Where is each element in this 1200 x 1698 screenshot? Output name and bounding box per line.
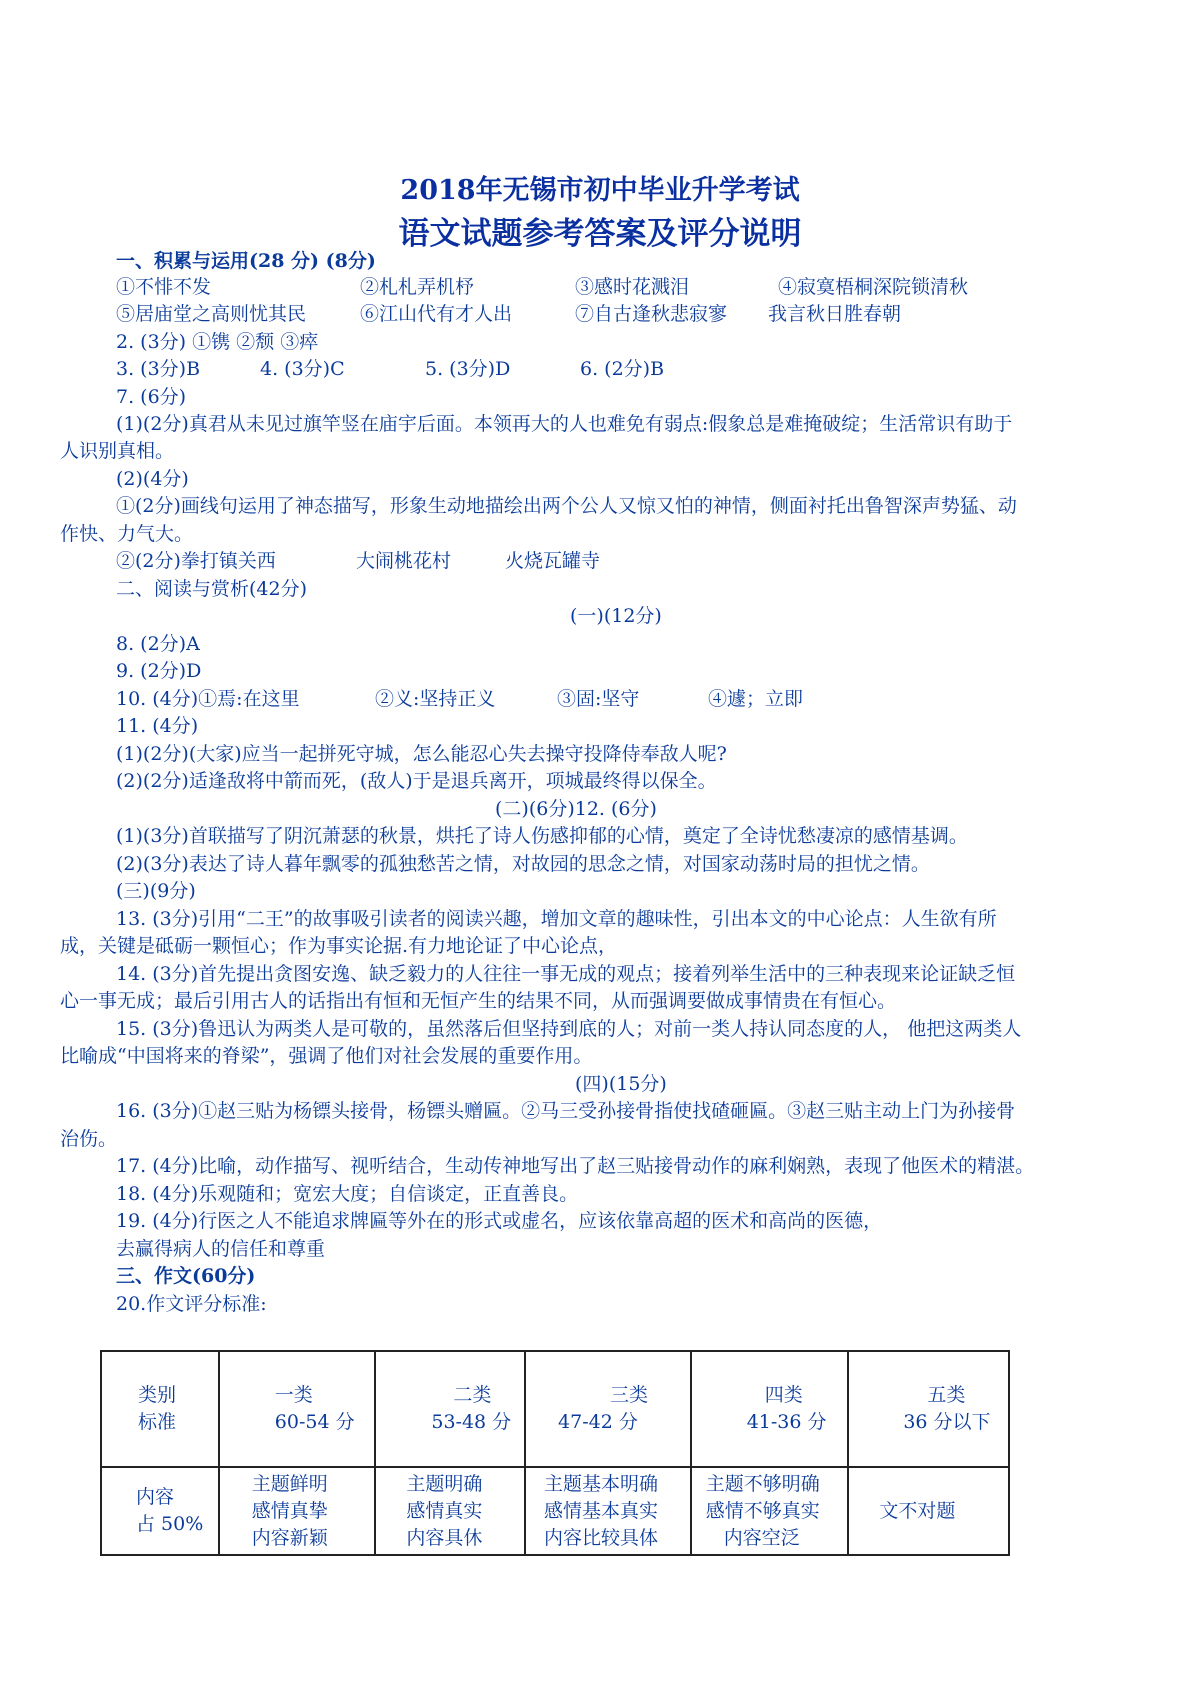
answer-line: 15. (3分)鲁迅认为两类人是可敬的，虽然落后但坚持到底的人；对前一类人持认同态度的人， 他把这两类人 — [116, 1018, 1022, 1040]
exam-title: 2018年无锡市初中毕业升学考试 — [400, 175, 800, 206]
table-cell: 主题不够明确 感情不够真实 内容空泛 — [691, 1467, 849, 1555]
answer-line: 3. (3分)B — [116, 358, 201, 380]
answer-line: 我言秋日胜春朝 — [768, 303, 902, 325]
grading-table — [100, 1350, 1010, 1556]
answer-line: 2. (3分) ①镌 ②颓 ③瘁 — [116, 331, 319, 353]
answer-line: 18. (4分)乐观随和；宽宏大度；自信谈定，正直善良。 — [116, 1183, 579, 1205]
answer-line: 9. (2分)D — [116, 660, 202, 682]
answer-line: ④遽；立即 — [708, 688, 804, 710]
answer-line: 6. (2分)B — [580, 358, 665, 380]
subsection-heading: (四)(15分) — [575, 1073, 667, 1095]
table-cell: 主题基本明确 感情基本真实 内容比较具体 — [525, 1467, 691, 1555]
table-cell: 主题鲜明 感情真挚 内容新颖 — [219, 1467, 376, 1555]
answer-line: (1)(3分)首联描写了阴沉萧瑟的秋景，烘托了诗人伤感抑郁的心情，奠定了全诗忧愁凄凉的感情基调。 — [116, 825, 968, 847]
answer-line: ⑤居庙堂之高则忧其民 — [116, 303, 307, 325]
section-heading-2: 二、阅读与赏析(42分) — [116, 578, 308, 600]
table-row — [101, 1467, 1009, 1555]
answer-line: 20.作文评分标准: — [116, 1293, 267, 1315]
answer-line: (2)(4分) — [116, 468, 189, 490]
table-cell: 类别 标准 — [101, 1351, 219, 1467]
answer-line: 大闹桃花村 — [356, 550, 452, 572]
table-cell: 二类 53-48 分 — [375, 1351, 525, 1467]
answer-line: ①(2分)画线句运用了神态描写，形象生动地描绘出两个公人又惊又怕的神情，侧面衬托出鲁智深声势猛、动 — [116, 495, 1017, 517]
section-heading-3: 三、作文(60分) — [116, 1265, 256, 1287]
answer-line: (1)(2分)(大家)应当一起拼死守城，怎么能忍心失去操守投降侍奉敌人呢? — [116, 743, 727, 765]
answer-line: 10. (4分)①焉:在这里 — [116, 688, 300, 710]
answer-line: ⑦自古逢秋悲寂寥 — [575, 303, 728, 325]
table-cell: 一类 60-54 分 — [219, 1351, 376, 1467]
answer-line: (1)(2分)真君从未见过旗竿竖在庙宇后面。本领再大的人也难免有弱点:假象总是难掩破绽；生活常识有助于 — [116, 413, 1013, 435]
document-title: 语文试题参考答案及评分说明 — [398, 216, 802, 252]
answer-line: ②(2分)拳打镇关西 — [116, 550, 276, 572]
answer-line: (2)(3分)表达了诗人暮年飘零的孤独愁苦之情，对故园的思念之情，对国家动荡时局的担忧之情。 — [116, 853, 930, 875]
table-cell: 主题明确 感情真实 内容具休 — [375, 1467, 525, 1555]
answer-line: 心一事无成；最后引用古人的话指出有恒和无恒产生的结果不同，从而强调要做成事情贵在有恒心。 — [60, 990, 897, 1012]
answer-line: 16. (3分)①赵三贴为杨镖头接骨，杨镖头赠匾。②马三受孙接骨指使找碴砸匾。③赵三贴主动上门为孙接骨 — [116, 1100, 1016, 1122]
answer-line: 人识别真相。 — [60, 440, 175, 462]
answer-line: ①不悱不发 — [116, 276, 212, 298]
section-heading-1: 一、积累与运用(28 分) (8分) — [116, 250, 376, 272]
answer-line: ③固:坚守 — [557, 688, 640, 710]
answer-line: ④寂寞梧桐深院锁清秋 — [778, 276, 969, 298]
answer-line: 13. (3分)引用“二王”的故事吸引读者的阅读兴趣，增加文章的趣味性，引出本文的中心论点：人生欲有所 — [116, 908, 997, 930]
answer-line: ⑥江山代有才人出 — [360, 303, 513, 325]
answer-line: 5. (3分)D — [425, 358, 511, 380]
answer-line: ②札札弄机杼 — [360, 276, 475, 298]
answer-line: 17. (4分)比喻，动作描写、视听结合，生动传神地写出了赵三贴接骨动作的麻利娴熟，表现了他医术的精湛。 — [116, 1155, 1035, 1177]
answer-line: 火烧瓦罐寺 — [505, 550, 601, 572]
answer-line: 比喻成“中国将来的脊梁”，强调了他们对社会发展的重要作用。 — [60, 1045, 593, 1067]
answer-line: 治伤。 — [60, 1128, 118, 1150]
table-header-row — [101, 1351, 1009, 1467]
answer-line: 去赢得病人的信任和尊重 — [116, 1238, 326, 1260]
subsection-heading: (三)(9分) — [116, 880, 196, 902]
table-cell: 三类 47-42 分 — [525, 1351, 691, 1467]
subsection-heading: (二)(6分)12. (6分) — [495, 798, 657, 820]
answer-line: 11. (4分) — [116, 715, 199, 737]
answer-line: 4. (3分)C — [260, 358, 345, 380]
answer-line: 成，关键是砥砺一颗恒心；作为事实论据.有力地论证了中心论点， — [60, 935, 618, 957]
table-cell: 四类 41-36 分 — [691, 1351, 849, 1467]
answer-line: 19. (4分)行医之人不能追求牌匾等外在的形式或虚名，应该依靠高超的医术和高尚的医德， — [116, 1210, 883, 1232]
answer-line: 14. (3分)首先提出贪图安逸、缺乏毅力的人往往一事无成的观点；接着列举生活中的三种表现来论证缺乏恒 — [116, 963, 1016, 985]
answer-line: (2)(2分)适逢敌将中箭而死，(敌人)于是退兵离开，项城最终得以保全。 — [116, 770, 717, 792]
answer-line: ③感时花溅泪 — [575, 276, 690, 298]
answer-line: 7. (6分) — [116, 386, 187, 408]
answer-line: 作快、力气大。 — [60, 523, 194, 545]
table-cell: 五类 36 分以下 — [848, 1351, 1009, 1467]
table-cell: 内容 占 50% — [101, 1467, 219, 1555]
answer-line: 8. (2分)A — [116, 633, 200, 655]
table-cell: 文不对题 — [848, 1467, 1009, 1555]
subsection-heading: (一)(12分) — [570, 605, 662, 627]
answer-line: ②义:坚持正义 — [375, 688, 496, 710]
